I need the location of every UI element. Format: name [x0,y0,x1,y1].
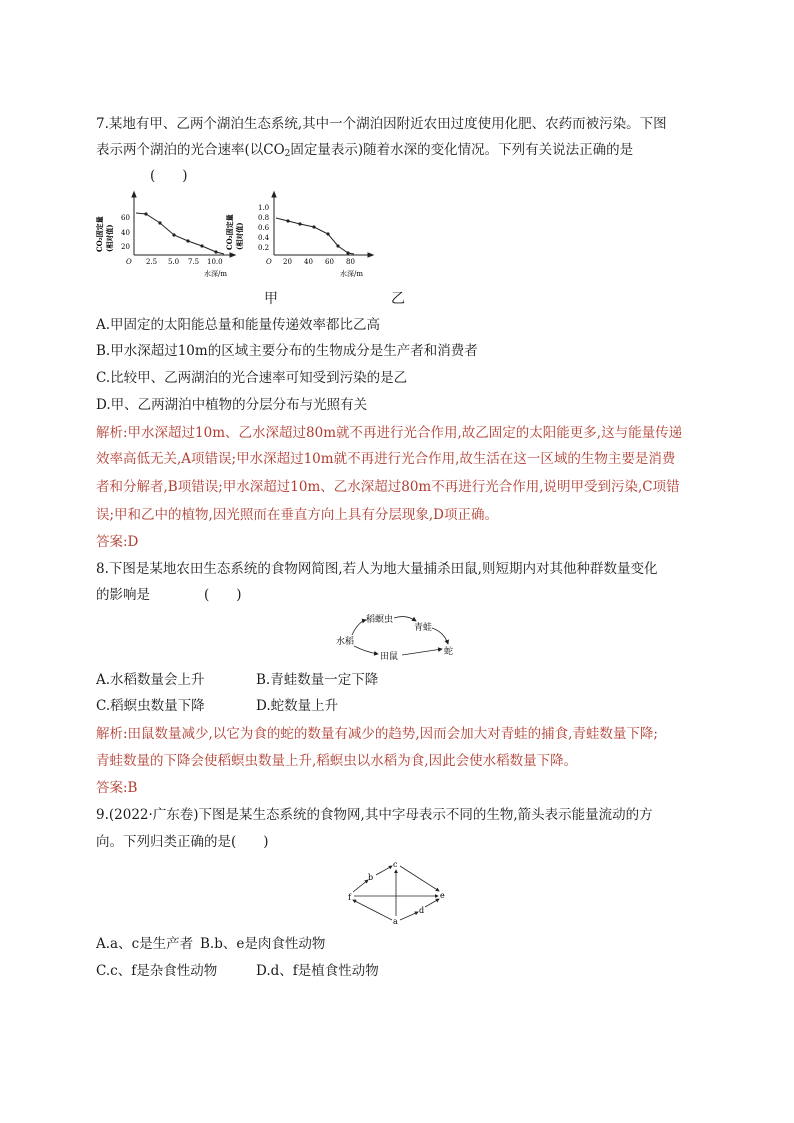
jia-y-arrow [132,192,136,197]
q7-stem-text-a: 表示两个湖泊的光合速率(以CO [96,142,285,158]
q7-explanation-line4: 误;甲和乙中的植物,因光照而在垂直方向上具有分层现象,D项正确。 [96,507,498,523]
yi-curve [276,218,354,254]
jia-point [186,239,189,242]
q8-food-web [332,608,472,668]
web9-node-b: b [368,873,374,882]
web8-arrow-frog-snake [432,628,448,644]
q7-option-d: D.甲、乙两湖泊中植物的分层分布与光照有关 [96,397,368,413]
jia-xtick-5.0: 5.0 [168,258,180,266]
q8-explanation-line2: 青蛙数量的下降会使稻螟虫数量上升,稻螟虫以水稻为食,因此会使水稻数量下降。 [96,753,578,769]
yi-ylabel-1: CO₂固定量 [225,214,234,250]
web9-arrow-f-b [353,880,368,892]
yi-x-arrow [368,253,373,257]
web8-arrow-vole-snake [402,649,442,655]
q8-stem-line1: 8.下图是某地农田生态系统的食物网简图,若人为地大量捕杀田鼠,则短期内对其他种群数量变化 [96,561,658,577]
web8-arrow-borer-frog [394,617,416,621]
yi-ytick-0.6: 0.6 [258,224,270,232]
q7-option-c: C.比较甲、乙两湖泊的光合速率可知受到污染的是乙 [96,370,408,386]
jia-ytick-20: 20 [121,243,130,251]
q8-answer-bracket: ( ) [204,587,242,603]
q8-option-a: A.水稻数量会上升 [96,672,205,688]
yi-xlabel: 水深/m [340,270,363,278]
yi-point [312,225,315,228]
yi-xtick-20: 20 [283,258,292,266]
web8-node-vole: 田鼠 [380,652,399,662]
web8-node-frog: 青蛙 [414,623,433,633]
web9-node-f: f [348,893,351,902]
yi-xtick-40: 40 [304,258,313,266]
yi-origin: O [266,258,272,266]
web9-node-c: c [393,860,398,869]
q7-stem-text-b: 固定量表示)随着水深的变化情况。下列有关说法正确的是 [290,142,634,158]
jia-xlabel: 水深/m [204,270,227,278]
web9-node-a: a [393,917,398,926]
yi-ytick-1.0: 1.0 [258,204,270,212]
web8-node-snake: 蛇 [444,647,454,657]
q8-option-d: D.蛇数量上升 [256,698,339,714]
q9-option-c: C.c、f是杂食性动物 [96,963,218,979]
q8-option-c: C.稻螟虫数量下降 [96,698,205,714]
jia-ytick-60: 60 [121,214,130,222]
web9-node-d: d [419,906,425,915]
web8-node-rice: 水稻 [336,637,355,647]
q8-answer: 答案:B [96,780,138,796]
q7-stem-subscript: 2 [284,149,291,159]
q7-option-b: B.甲水深超过10m的区域主要分布的生物成分是生产者和消费者 [96,343,478,359]
yi-ylabel-2: (相对值) [235,222,244,250]
yi-xtick-60: 60 [325,258,334,266]
web9-arrow-d-e [425,899,439,907]
yi-ytick-0.8: 0.8 [258,214,270,222]
yi-point [298,222,301,225]
q9-option-a: A.a、c是生产者 [96,936,194,952]
jia-ylabel-1: CO₂固定量 [95,216,104,252]
q7-option-a: A.甲固定的太阳能总量和能量传递效率都比乙高 [96,317,381,333]
q8-explanation-line1: 解析:田鼠数量减少,以它为食的蛇的数量有减少的趋势,因而会加大对青蛙的捕食,青蛙数量下降; [96,726,658,742]
jia-ylabel-2: (相对值) [105,224,114,252]
q8-stem-line2: 的影响是 [96,587,150,603]
jia-xtick-2.5: 2.5 [146,258,158,266]
jia-xtick-7.5: 7.5 [188,258,200,266]
q9-stem-line1: 9.(2022·广东卷)下图是某生态系统的食物网,其中字母表示不同的生物,箭头表示能量流动的方 [96,807,653,823]
yi-ytick-0.4: 0.4 [258,234,270,242]
web8-arrow-rice-borer [352,620,366,635]
q7-chart-yi [222,190,382,290]
yi-xtick-80: 80 [346,258,355,266]
jia-curve [136,213,224,254]
jia-point [200,244,203,247]
web9-node-e: e [440,891,445,900]
web9-arrow-a-d [400,912,418,920]
web9-arrow-c-e [400,866,439,891]
yi-y-arrow [272,192,276,197]
q7-answer: 答案:D [96,534,139,550]
q9-food-web [340,858,452,928]
web9-arrow-a-f [353,900,392,920]
web9-arrow-b-c [376,866,392,875]
jia-point [172,233,175,236]
jia-point [214,250,217,253]
jia-origin: O [126,258,132,266]
q8-option-b: B.青蛙数量一定下降 [256,672,379,688]
web8-node-rice-borer: 稻螟虫 [366,615,394,625]
jia-point [158,221,161,224]
web8-arrow-rice-vole [354,646,378,654]
q7-explanation-line3: 者和分解者,B项错误;甲水深超过10m、乙水深超过80m不再进行光合作用,说明甲受到污染,C项错 [96,479,680,495]
q9-stem-line2: 向。下列归类正确的是( ) [96,834,269,850]
yi-ytick-0.2: 0.2 [258,244,270,252]
q7-explanation-line2: 效率高低无关,A项错误;甲水深超过10m就不再进行光合作用,故生活在这一区域的生物主要是消费 [96,451,676,467]
jia-xtick-10.0: 10.0 [207,258,223,266]
chart-jia-caption: 甲 [264,291,278,307]
yi-point [286,219,289,222]
jia-ytick-40: 40 [121,229,130,237]
jia-point [144,212,147,215]
q9-option-d: D.d、f是植食性动物 [256,963,379,979]
chart-yi-caption: 乙 [391,291,405,307]
q7-stem-line2 [96,138,706,167]
yi-point [336,244,339,247]
q7-stem-line1: 7.某地有甲、乙两个湖泊生态系统,其中一个湖泊因附近农田过度使用化肥、农药而被污染。下图 [96,116,667,132]
yi-point [346,251,349,254]
q7-answer-bracket: ( ) [150,168,188,184]
q9-option-b: B.b、e是肉食性动物 [200,936,326,952]
q7-explanation-line1: 解析:甲水深超过10m、乙水深超过80m就不再进行光合作用,故乙固定的太阳能更多,这与能量传递 [96,425,683,441]
yi-point [326,232,329,235]
